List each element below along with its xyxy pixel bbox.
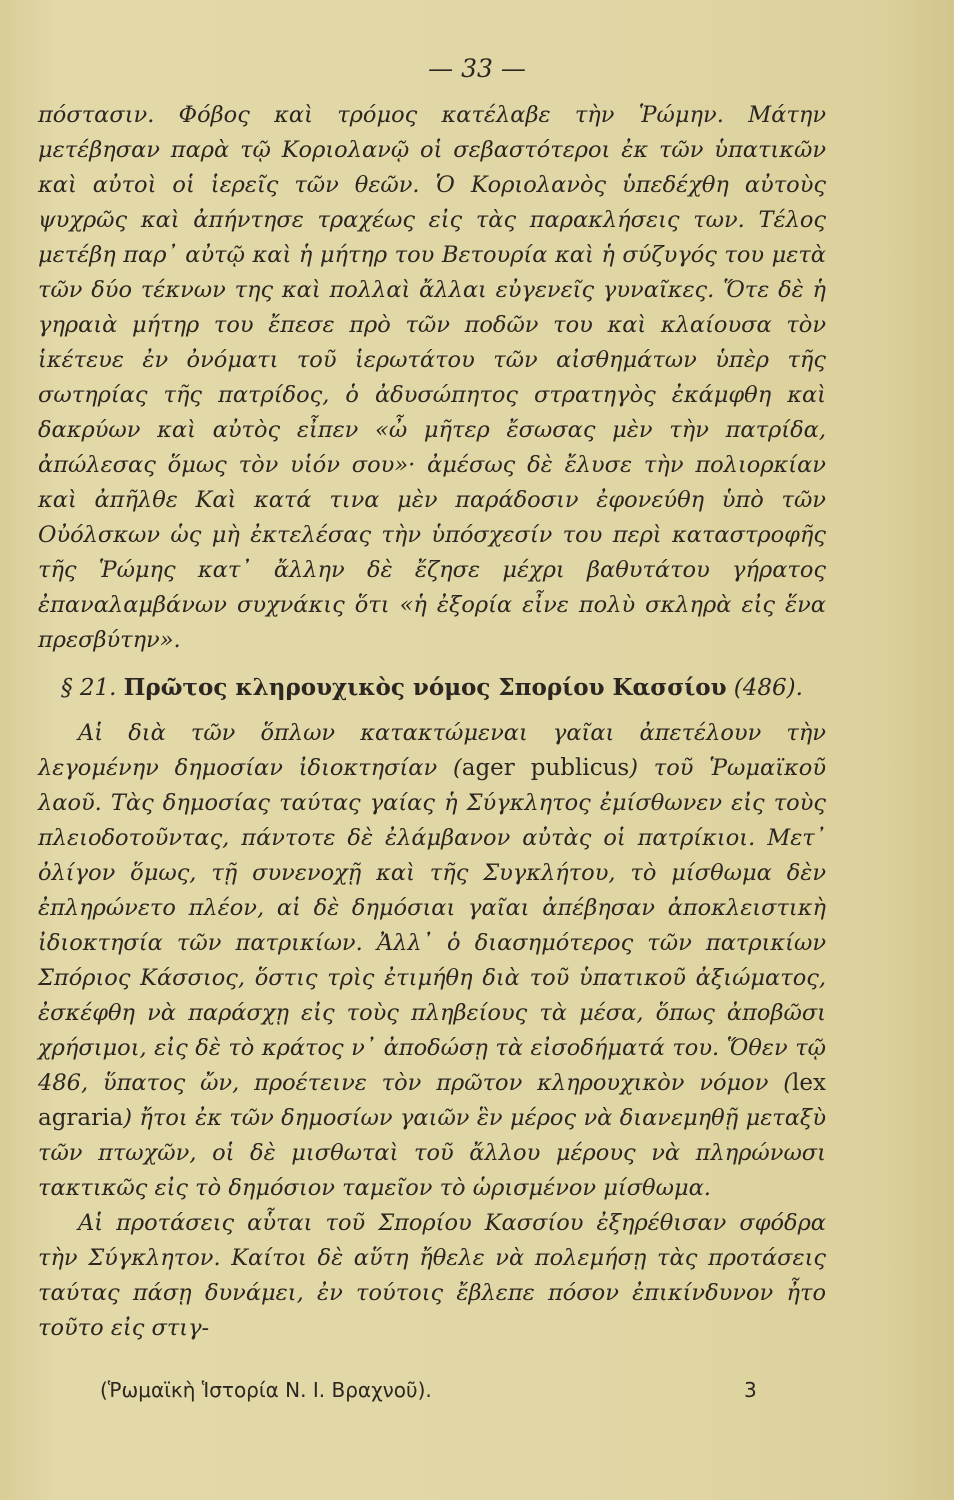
paragraph-2-part-b: ) τοῦ Ῥωμαϊκοῦ λαοῦ. Τὰς δημοσίας ταύτας γαίας ἡ Σύγκλητος ἐμίσθωνεν εἰς τοὺς πλειοδοτοῦντας, πάντοτε δὲ ἐλάμβανον αὐτὰς οἱ πατρίκιοι. Μετ᾿ ὀλίγον ὅμως, τῇ συνενοχῇ καὶ τῆς Συγκλήτου, τὸ μίσθωμα δὲν ἐπληρώνετο πλέον, αἱ δὲ δημόσιαι γαῖαι ἀπέβησαν ἀποκλειστικὴ ἰδιοκτησία τῶν πατρικίων. Ἀλλ᾿ ὁ διασημότερος τῶν πατρικίων Σπόριος Κάσσιος, ὅστις τρὶς ἐτιμήθη διὰ τοῦ ὑπατικοῦ ἀξιώματος, ἐσκέφθη νὰ παράσχῃ εἰς τοὺς πληβείους τὰ μέσα, ὅπως ἀποβῶσι χρήσιμοι, εἰς δὲ τὸ κράτος ν᾿ ἀποδώσῃ τὰ εἰσοδήματά του. Ὅθεν τῷ 486, ὕπατος ὤν, προέτεινε τὸν πρῶτον κληρουχικὸν νόμον ( [38,755,826,1096]
footer-citation: (Ῥωμαϊκὴ Ἱστορία Ν. Ι. Βραχνοῦ). [100,1378,432,1402]
section-heading [38,670,826,706]
page-number: — 33 — [428,54,526,83]
paragraph-2-part-a: Αἱ διὰ τῶν ὅπλων κατακτώμεναι γαῖαι ἀπετέλουν τὴν λεγομένην δημοσίαν ἰδιοκτησίαν ( [38,720,826,781]
paragraph-1: πόστασιν. Φόβος καὶ τρόμος κατέλαβε τὴν Ῥώμην. Μάτην μετέβησαν παρὰ τῷ Κοριολανῷ οἱ σεβαστότεροι ἐκ τῶν ὑπατικῶν καὶ αὐτοὶ οἱ ἱερεῖς τῶν θεῶν. Ὁ Κοριολανὸς ὑπεδέχθη αὐτοὺς ψυχρῶς καὶ ἀπήντησε τραχέως εἰς τὰς παρακλήσεις των. Τέλος μετέβη παρ᾿ αὐτῷ καὶ ἡ μήτηρ του Βετουρία καὶ ἡ σύζυγός του μετὰ τῶν δύο τέκνων της καὶ πολλαὶ ἄλλαι εὐγενεῖς γυναῖκες. Ὅτε δὲ ἡ γηραιὰ μήτηρ του ἔπεσε πρὸ τῶν ποδῶν του καὶ κλαίουσα τὸν ἱκέτευε ἐν ὀνόματι τοῦ ἱερωτάτου τῶν αἰσθημάτων ὑπὲρ τῆς σωτηρίας τῆς πατρίδος, ὁ ἀδυσώπητος στρατηγὸς ἐκάμφθη καὶ δακρύων καὶ αὐτὸς εἶπεν «ὦ μῆτερ ἔσωσας μὲν τὴν πατρίδα, ἀπώλεσας ὅμως τὸν υἱόν σου»· ἀμέσως δὲ ἔλυσε τὴν πολιορκίαν καὶ ἀπῆλθε Καὶ κατά τινα μὲν παράδοσιν ἐφονεύθη ὑπὸ τῶν Οὐόλσκων ὡς μὴ ἐκτελέσας τὴν ὑπόσχεσίν του περὶ καταστροφῆς τῆς Ῥώμης κατ᾿ ἄλλην δὲ ἔζησε μέχρι βαθυτάτου γήρατος ἐπαναλαμβάνων συχνάκις ὅτι «ἡ ἐξορία εἶνε πολὺ σκληρὰ εἰς ἕνα πρεσβύτην». [38,102,826,653]
body-text [38,98,826,1346]
paragraph-3: Αἱ προτάσεις αὗται τοῦ Σπορίου Κασσίου ἐξηρέθισαν σφόδρα τὴν Σύγκλητον. Καίτοι δὲ αὕτη ἤθελε νὰ πολεμήσῃ τὰς προτάσεις ταύτας πάσῃ δυνάμει, ἐν τούτοις ἔβλεπε πόσον ἐπικίνδυνον ἦτο τοῦτο εἰς στιγ- [38,1210,826,1341]
paragraph-2-part-c: ) ἤτοι ἐκ τῶν δημοσίων γαιῶν ἓν μέρος νὰ διανεμηθῇ μεταξὺ τῶν πτωχῶν, οἱ δὲ μισθωταὶ τοῦ ἄλλου μέρους νὰ πληρώνωσι τακτικῶς εἰς τὸ δημόσιον ταμεῖον τὸ ὡρισμένον μίσθωμα. [38,1105,826,1201]
paragraph-2 [38,716,826,1206]
printer-signature: 3 [744,1378,757,1402]
latin-term-lex-agraria: lex agraria [38,1070,826,1131]
section-title: Πρῶτος κληρουχικὸς νόμος Σπορίου Κασσίου [123,674,727,701]
latin-term-ager-publicus: ager publicus [461,755,630,781]
section-number: § 21. [61,675,117,701]
section-year: (486). [733,675,803,701]
